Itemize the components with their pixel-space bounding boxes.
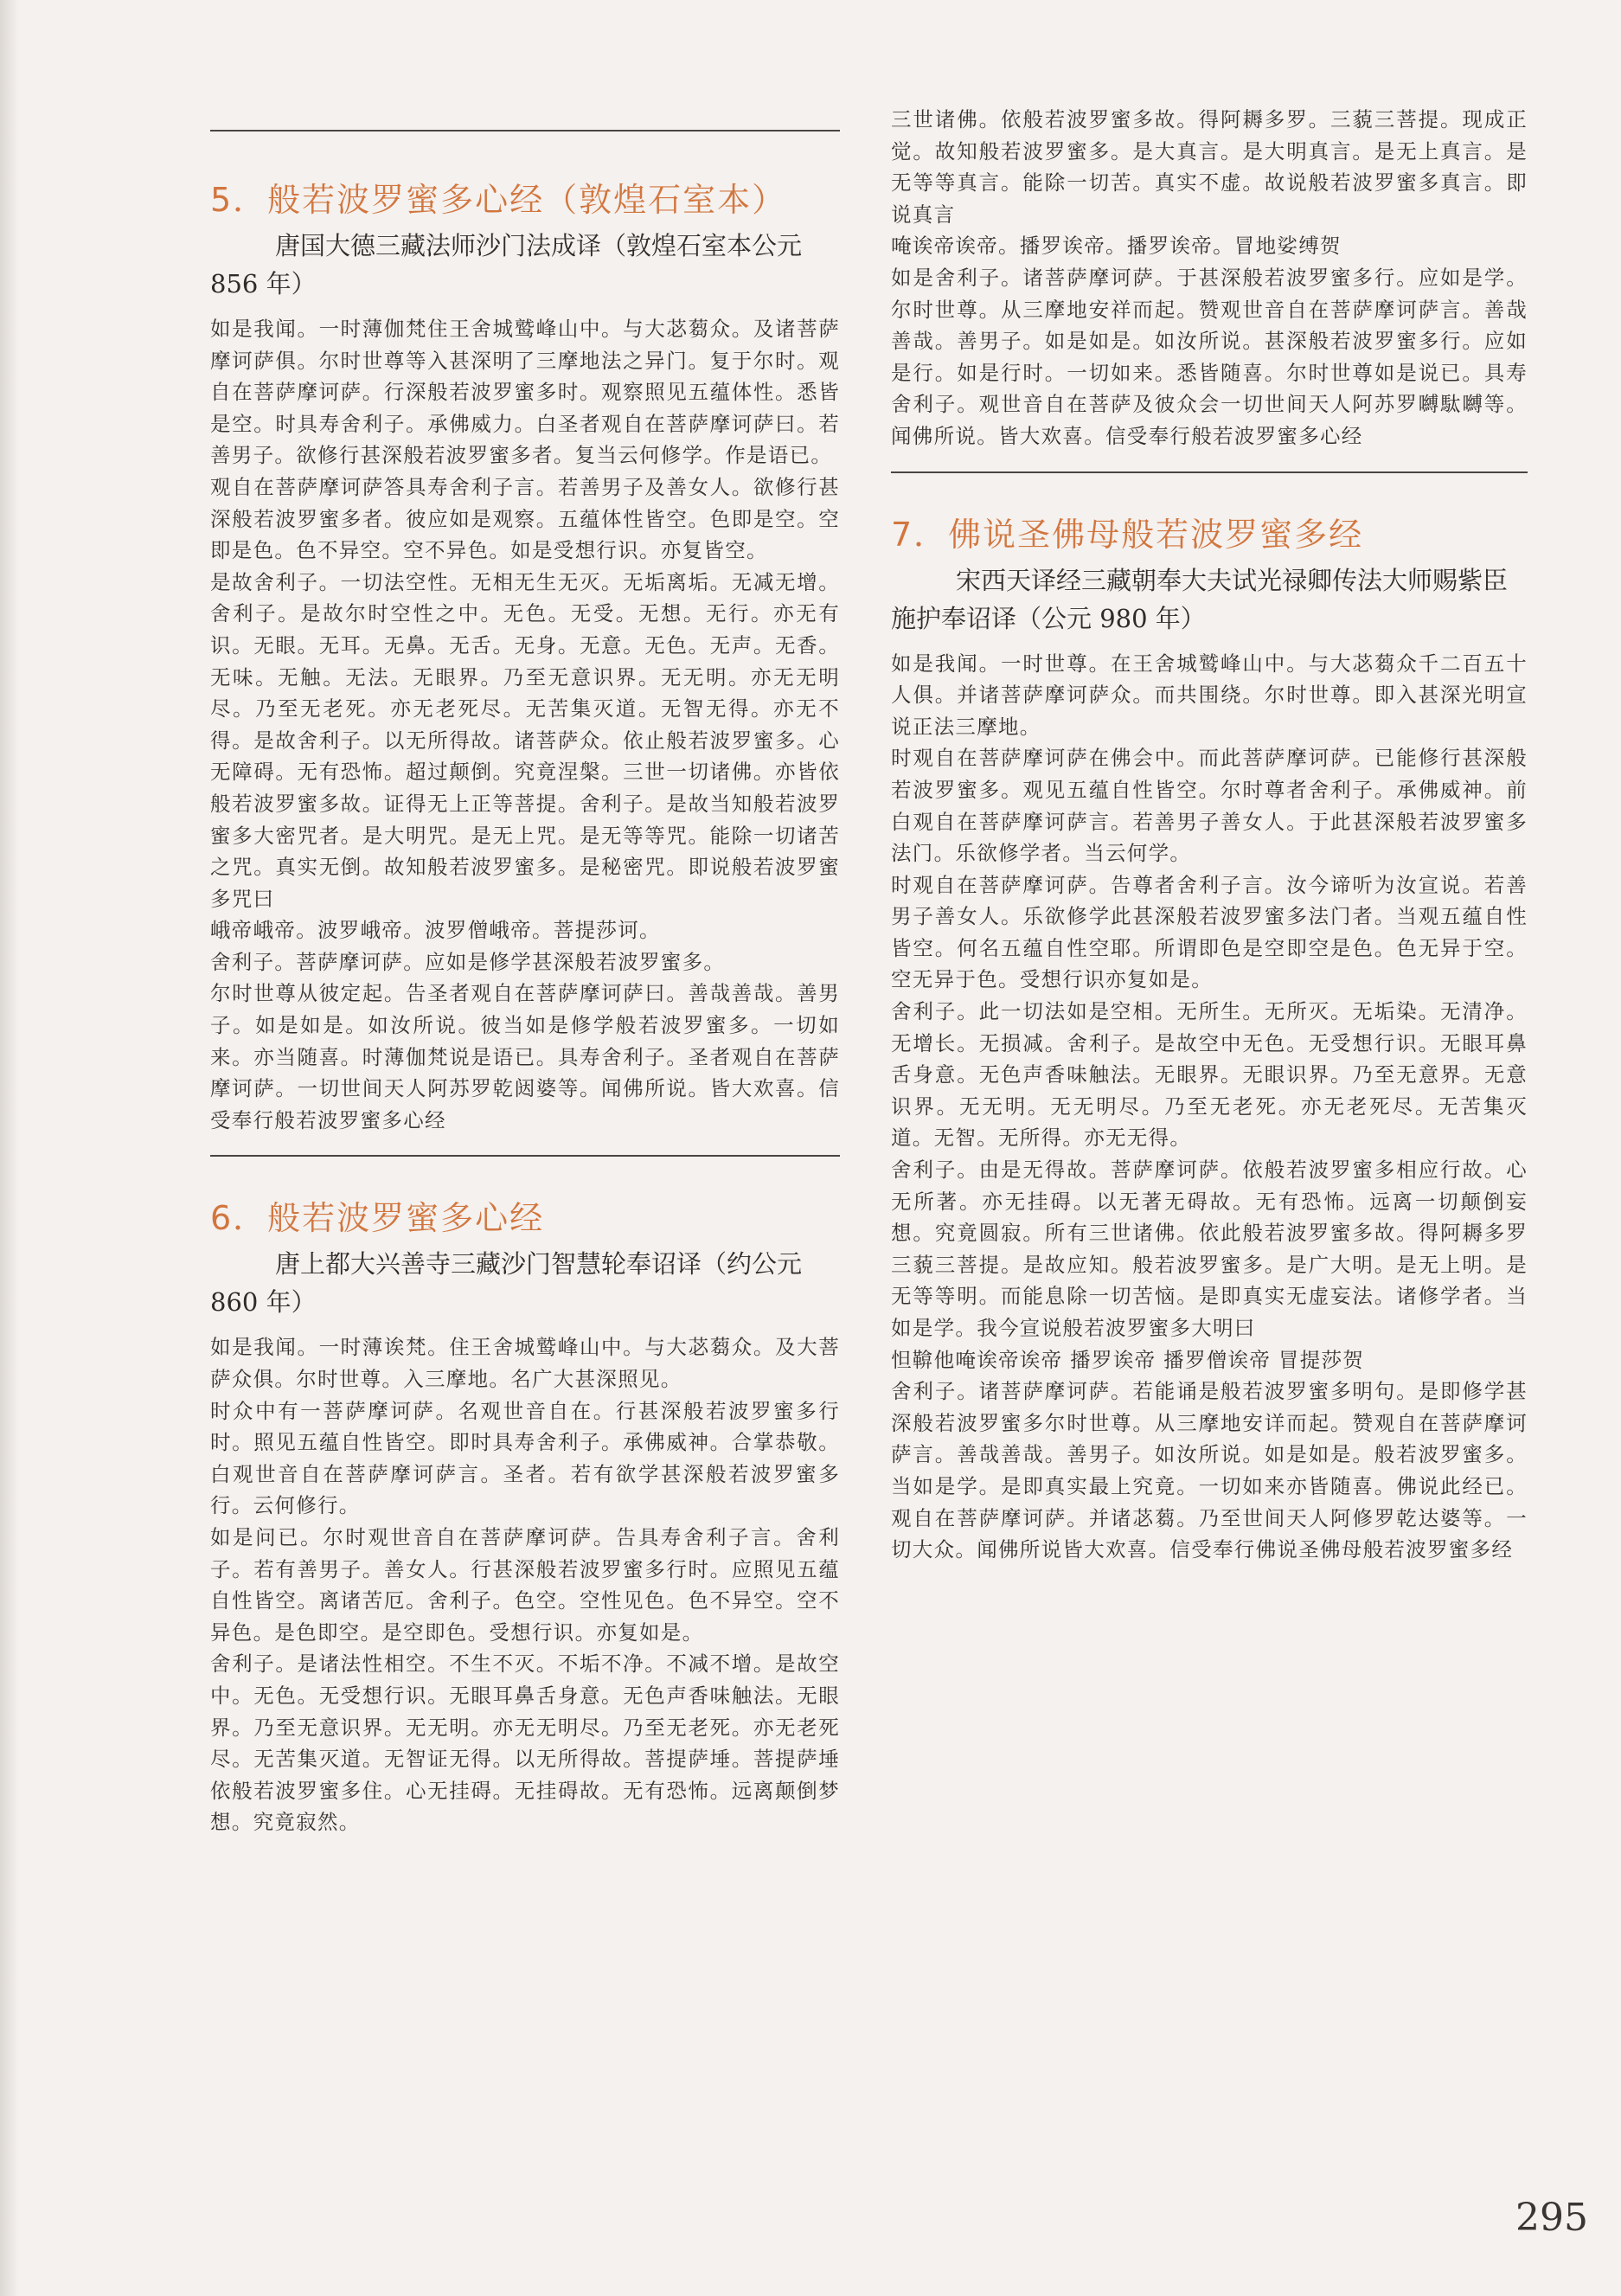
section-6-subtitle: 唐上都大兴善寺三藏沙门智慧轮奉诏译（约公元 860 年）	[210, 1249, 803, 1318]
section-5-paragraph: 是故舍利子。一切法空性。无相无生无灭。无垢离垢。无减无增。舍利子。是故尔时空性之中。无色。无受。无想。无行。亦无有识。无眼。无耳。无鼻。无舌。无身。无意。无色。无声。无香。无味。无触。无法。无眼界。乃至无意识界。无无明。亦无无明尽。乃至无老死。亦无老死尽。无苦集灭道。无智无得。亦无不得。是故舍利子。以无所得故。诸菩萨众。依止般若波罗蜜多。心无障碍。无有恐怖。超过颠倒。究竟涅槃。三世一切诸佛。亦皆依般若波罗蜜多故。证得无上正等菩提。舍利子。是故当知般若波罗蜜多大密咒者。是大明咒。是无上咒。是无等等咒。能除一切诸苦之咒。真实无倒。故知般若波罗蜜多。是秘密咒。即说般若波罗蜜多咒曰	[210, 569, 840, 911]
section-5-heading: 5．般若波罗蜜多心经（敦煌石室本）	[210, 181, 787, 219]
section-7-paragraph: 舍利子。此一切法如是空相。无所生。无所灭。无垢染。无清净。无增长。无损减。舍利子。是故空中无色。无受想行识。无眼耳鼻舌身意。无色声香味触法。无眼界。无眼识界。乃至无意界。无意识界。无无明。无无明尽。乃至无老死。亦无老死尽。无苦集灭道。无智。无所得。亦无无得。	[891, 999, 1528, 1151]
section-7-paragraph: 时观自在菩萨摩诃萨。告尊者舍利子言。汝今谛听为汝宣说。若善男子善女人。乐欲修学此甚深般若波罗蜜多法门者。当观五蕴自性皆空。何名五蕴自性空耶。所谓即色是空即空是色。色无异于空。空无异于色。受想行识亦复如是。	[891, 872, 1528, 992]
section-6-paragraph: 如是问已。尔时观世音自在菩萨摩诃萨。告具寿舍利子言。舍利子。若有善男子。善女人。行甚深般若波罗蜜多行时。应照见五蕴自性皆空。离诸苦厄。舍利子。色空。空性见色。色不异空。空不异色。是色即空。是空即色。受想行识。亦复如是。	[210, 1525, 840, 1645]
section-7-heading: 7．佛说圣佛母般若波罗蜜多经	[891, 515, 1364, 554]
section-6-mantra: 唵诶帝诶帝。播罗诶帝。播罗诶帝。冒地娑缚贺	[891, 234, 1342, 259]
section-6-paragraph: 三世诸佛。依般若波罗蜜多故。得阿耨多罗。三藐三菩提。现成正觉。故知般若波罗蜜多。是大真言。是大明真言。是无上真言。是无等等真言。能除一切苦。真实不虚。故说般若波罗蜜多真言。即说真言	[891, 107, 1528, 227]
section-5-paragraph: 尔时世尊从彼定起。告圣者观自在菩萨摩诃萨曰。善哉善哉。善男子。如是如是。如汝所说。彼当如是修学般若波罗蜜多。一切如来。亦当随喜。时薄伽梵说是语已。具寿舍利子。圣者观自在菩萨摩诃萨。一切世间天人阿苏罗乾闼婆等。闻佛所说。皆大欢喜。信受奉行般若波罗蜜多心经	[210, 981, 840, 1132]
section-5-subtitle: 唐国大德三藏法师沙门法成译（敦煌石室本公元 856 年）	[210, 231, 803, 298]
right-column	[891, 104, 1528, 1566]
section-6-heading: 6．般若波罗蜜多心经	[210, 1199, 545, 1238]
section-7-mantra: 怛鞥他唵诶帝诶帝 播罗诶帝 播罗僧诶帝 冒提莎贺	[891, 1347, 1365, 1372]
section-7-paragraph: 如是我闻。一时世尊。在王舍城鹫峰山中。与大苾蒭众千二百五十人俱。并诸菩萨摩诃萨众。而共围绕。尔时世尊。即入甚深光明宣说正法三摩地。	[891, 651, 1528, 739]
section-6-paragraph: 如是舍利子。诸菩萨摩诃萨。于甚深般若波罗蜜多行。应如是学。尔时世尊。从三摩地安祥而起。赞观世音自在菩萨摩诃萨言。善哉善哉。善男子。如是如是。如汝所说。甚深般若波罗蜜多行。应如是行。如是行时。一切如来。悉皆随喜。尔时世尊如是说已。具寿舍利子。观世音自在菩萨及彼众会一切世间天人阿苏罗嚩駄嚩等。闻佛所说。皆大欢喜。信受奉行般若波罗蜜多心经	[891, 265, 1528, 448]
section-7-paragraph: 舍利子。由是无得故。菩萨摩诃萨。依般若波罗蜜多相应行故。心无所著。亦无挂碍。以无著无碍故。无有恐怖。远离一切颠倒妄想。究竟圆寂。所有三世诸佛。依此般若波罗蜜多故。得阿耨多罗三藐三菩提。是故应知。般若波罗蜜多。是广大明。是无上明。是无等等明。而能息除一切苦恼。是即真实无虚妄法。诸修学者。当如是学。我今宣说般若波罗蜜多大明曰	[891, 1158, 1528, 1340]
page-edge-shadow	[0, 0, 19, 2296]
section-7-paragraph: 时观自在菩萨摩诃萨在佛会中。而此菩萨摩诃萨。已能修行甚深般若波罗蜜多。观见五蕴自性皆空。尔时尊者舍利子。承佛威神。前白观自在菩萨摩诃萨言。若善男子善女人。于此甚深般若波罗蜜多法门。乐欲修学者。当云何学。	[891, 746, 1528, 866]
section-5-paragraph: 如是我闻。一时薄伽梵住王舍城鹫峰山中。与大苾蒭众。及诸菩萨摩诃萨俱。尔时世尊等入甚深明了三摩地法之异门。复于尔时。观自在菩萨摩诃萨。行深般若波罗蜜多时。观察照见五蕴体性。悉皆是空。时具寿舍利子。承佛威力。白圣者观自在菩萨摩诃萨曰。若善男子。欲修行甚深般若波罗蜜多者。复当云何修学。作是语已。	[210, 317, 840, 468]
section-6-paragraph: 时众中有一菩萨摩诃萨。名观世音自在。行甚深般若波罗蜜多行时。照见五蕴自性皆空。即时具寿舍利子。承佛威神。合掌恭敬。白观世音自在菩萨摩诃萨言。圣者。若有欲学甚深般若波罗蜜多行。云何修行。	[210, 1398, 840, 1518]
section-6-paragraph: 舍利子。是诸法性相空。不生不灭。不垢不净。不减不增。是故空中。无色。无受想行识。无眼耳鼻舌身意。无色声香味触法。无眼界。乃至无意识界。无无明。亦无无明尽。乃至无老死。亦无老死尽。无苦集灭道。无智证无得。以无所得故。菩提萨埵。菩提萨埵依般若波罗蜜多住。心无挂碍。无挂碍故。无有恐怖。远离颠倒梦想。究竟寂然。	[210, 1651, 840, 1835]
section-5-paragraph: 观自在菩萨摩诃萨答具寿舍利子言。若善男子及善女人。欲修行甚深般若波罗蜜多者。彼应如是观察。五蕴体性皆空。色即是空。空即是色。色不异空。空不异色。如是受想行识。亦复皆空。	[210, 474, 840, 563]
section-5-mantra: 峨帝峨帝。波罗峨帝。波罗僧峨帝。菩提莎诃。	[210, 918, 661, 943]
left-column	[210, 130, 840, 1838]
section-7-subtitle: 宋西天译经三藏朝奉大夫试光禄卿传法大师赐紫臣施护奉诏译（公元 980 年）	[891, 565, 1509, 633]
section-7-paragraph: 舍利子。诸菩萨摩诃萨。若能诵是般若波罗蜜多明句。是即修学甚深般若波罗蜜多尔时世尊。从三摩地安详而起。赞观自在菩萨摩诃萨言。善哉善哉。善男子。如汝所说。如是如是。般若波罗蜜多。当如是学。是即真实最上究竟。一切如来亦皆随喜。佛说此经已。观自在菩萨摩诃萨。并诸苾蒭。乃至世间天人阿修罗乾达婆等。一切大众。闻佛所说皆大欢喜。信受奉行佛说圣佛母般若波罗蜜多经	[891, 1379, 1528, 1562]
page-number: 295	[1515, 2196, 1588, 2240]
section-6-paragraph: 如是我闻。一时薄诶梵。住王舍城鹫峰山中。与大苾蒭众。及大菩萨众俱。尔时世尊。入三摩地。名广大甚深照见。	[210, 1335, 840, 1392]
section-5-paragraph: 舍利子。菩萨摩诃萨。应如是修学甚深般若波罗蜜多。	[210, 949, 726, 974]
